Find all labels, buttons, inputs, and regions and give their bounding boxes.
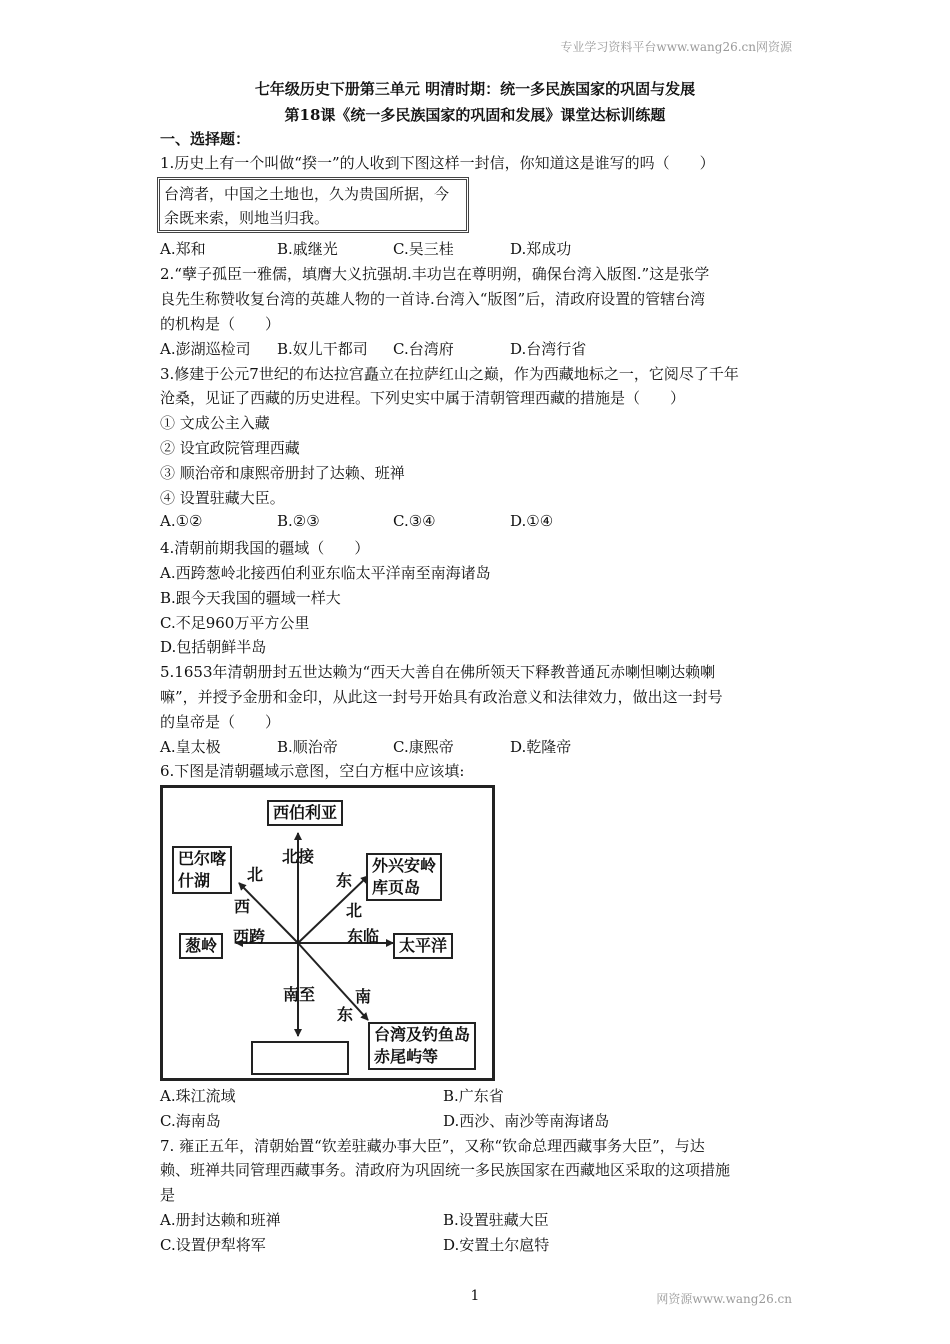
q3-option-a: A.①② <box>160 512 203 530</box>
q6-option-c: C.海南岛 <box>160 1112 221 1130</box>
question-3-stem: 沧桑，见证了西藏的历史进程。下列史实中属于清朝管理西藏的措施是（ ） <box>160 389 686 407</box>
q5-option-b: B.顺治帝 <box>277 738 338 756</box>
label-nw-2: 西 <box>234 897 251 916</box>
question-5-stem: 5.1653年清朝册封五世达赖为“西天大善自在佛所领天下释教普通瓦赤喇怛喇达赖喇 <box>160 663 716 681</box>
section-heading: 一、选择题： <box>160 130 251 148</box>
box-pamirs: 葱岭 <box>179 933 223 959</box>
label-west: 西跨 <box>233 927 266 946</box>
q1-option-c: C.吴三桂 <box>393 240 454 258</box>
box-line: 外兴安岭 <box>372 856 437 875</box>
q3-item: ③ 顺治帝和康熙帝册封了达赖、班禅 <box>160 464 405 482</box>
question-7-stem: 赖、班禅共同管理西藏事务。清政府为巩固统一多民族国家在西藏地区采取的这项措施 <box>160 1161 731 1179</box>
letter-line: 台湾者，中国之土地也，久为贵国所据，今 <box>164 185 450 203</box>
header-watermark: 专业学习资料平台www.wang26.cn网资源 <box>560 40 792 54</box>
q7-option-d: D.安置土尔扈特 <box>443 1236 550 1254</box>
box-line: 赤尾屿等 <box>374 1047 439 1066</box>
box-line: 巴尔喀 <box>178 849 227 868</box>
q4-option-d: D.包括朝鲜半岛 <box>160 638 267 656</box>
label-east: 东临 <box>347 927 380 946</box>
q2-option-b: B.奴儿干都司 <box>277 340 368 358</box>
box-pacific: 太平洋 <box>393 933 453 959</box>
question-3-stem: 3.修建于公元7世纪的布达拉宫矗立在拉萨红山之巅，作为西藏地标之一，它阅尽了千年 <box>160 365 739 383</box>
q4-option-b: B.跟今天我国的疆域一样大 <box>160 589 341 607</box>
question-5-stem: 的皇帝是（ ） <box>160 713 281 731</box>
label-se-1: 南 <box>355 987 372 1006</box>
q7-option-b: B.设置驻藏大臣 <box>443 1211 549 1229</box>
q1-option-b: B.戚继光 <box>277 240 338 258</box>
qing-territory-map <box>160 785 495 1081</box>
q3-item: ① 文成公主入藏 <box>160 414 270 432</box>
question-2-stem: 良先生称赞收复台湾的英雄人物的一首诗.台湾入“版图”后，清政府设置的管辖台湾 <box>160 290 706 308</box>
q4-option-a: A.西跨葱岭北接西伯利亚东临太平洋南至南海诸岛 <box>160 564 491 582</box>
q4-option-c: C.不足960万平方公里 <box>160 614 310 632</box>
q7-option-c: C.设置伊犁将军 <box>160 1236 266 1254</box>
page-number: 1 <box>470 1288 480 1304</box>
question-2-stem: 的机构是（ ） <box>160 315 281 333</box>
letter-box <box>157 177 469 233</box>
footer-watermark: 网资源www.wang26.cn <box>656 1292 792 1306</box>
question-6-stem: 6.下图是清朝疆域示意图，空白方框中应该填: <box>160 762 465 780</box>
q2-option-d: D.台湾行省 <box>510 340 587 358</box>
q7-option-a: A.册封达赖和班禅 <box>160 1211 281 1229</box>
label-north: 北接 <box>282 847 315 866</box>
page-title: 七年级历史下册第三单元 明清时期：统一多民族国家的巩固与发展 <box>254 80 696 98</box>
q5-option-c: C.康熙帝 <box>393 738 454 756</box>
question-2-stem: 2.“孽子孤臣一雅儒，填膺大义抗强胡.丰功岂在尊明朔，确保台湾入版图.”这是张学 <box>160 265 710 283</box>
q2-option-c: C.台湾府 <box>393 340 454 358</box>
box-taiwan <box>368 1022 476 1070</box>
q5-option-a: A.皇太极 <box>160 738 221 756</box>
label-ne-1: 东 <box>336 871 353 890</box>
question-1-stem: 1.历史上有一个叫做“揆一”的人收到下图这样一封信，你知道这是谁写的吗（ ） <box>160 154 715 172</box>
blank-answer-box <box>251 1041 349 1075</box>
q3-item: ② 设宜政院管理西藏 <box>160 439 300 457</box>
box-siberia: 西伯利亚 <box>267 800 343 826</box>
question-4-stem: 4.清朝前期我国的疆域（ ） <box>160 539 370 557</box>
q1-option-a: A.郑和 <box>160 240 206 258</box>
q3-option-d: D.①④ <box>510 512 554 530</box>
letter-line: 余既来索，则地当归我。 <box>164 209 330 227</box>
box-line: 库页岛 <box>372 878 421 897</box>
label-south: 南至 <box>283 985 316 1004</box>
q2-option-a: A.澎湖巡检司 <box>160 340 251 358</box>
label-se-2: 东 <box>337 1005 354 1024</box>
box-balkhash <box>172 846 232 894</box>
q6-option-d: D.西沙、南沙等南海诸岛 <box>443 1112 610 1130</box>
q5-option-d: D.乾隆帝 <box>510 738 572 756</box>
question-7-stem: 7. 雍正五年，清朝始置“钦差驻藏办事大臣”，又称“钦命总理西藏事务大臣”，与达 <box>160 1137 705 1155</box>
box-line: 什湖 <box>178 871 211 890</box>
q1-option-d: D.郑成功 <box>510 240 572 258</box>
q6-option-a: A.珠江流域 <box>160 1087 236 1105</box>
lesson-title: 第18课《统一多民族国家的巩固和发展》课堂达标训练题 <box>284 106 666 124</box>
q6-option-b: B.广东省 <box>443 1087 504 1105</box>
question-7-stem: 是 <box>160 1186 176 1204</box>
label-nw-1: 北 <box>247 865 264 884</box>
question-5-stem: 嘛”，并授予金册和金印，从此这一封号开始具有政治意义和法律效力，做出这一封号 <box>160 688 723 706</box>
q3-option-b: B.②③ <box>277 512 320 530</box>
q3-option-c: C.③④ <box>393 512 436 530</box>
box-line: 台湾及钓鱼岛 <box>374 1025 471 1044</box>
q3-item: ④ 设置驻藏大臣。 <box>160 489 285 507</box>
box-outer-khingan <box>366 853 442 901</box>
label-ne-2: 北 <box>346 901 363 920</box>
